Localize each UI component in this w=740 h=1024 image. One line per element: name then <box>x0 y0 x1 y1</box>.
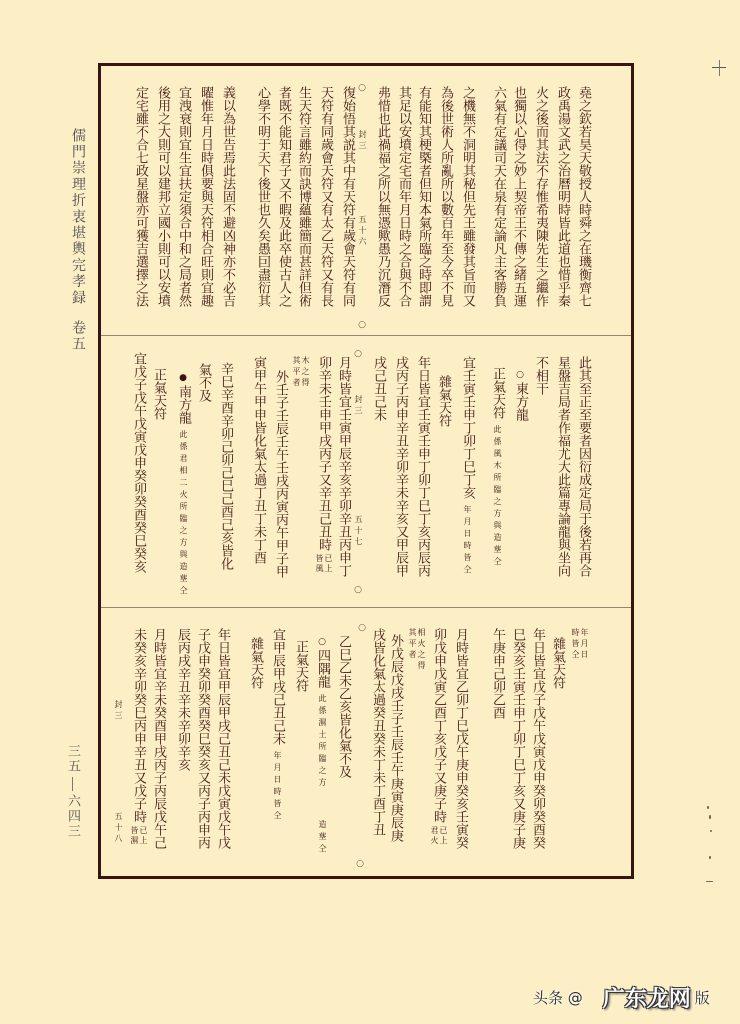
section-heading-corner-dragon <box>312 637 332 856</box>
subheading-text: 正氣天符 <box>490 367 505 419</box>
fold-circle-mark: ○ <box>355 859 365 869</box>
folio-number: 五十六 <box>358 215 367 248</box>
column-text: 宜甲辰甲戌己丑己未 <box>270 628 285 745</box>
annotation-note: 此係風木所臨之方與造塟仝 <box>493 425 502 569</box>
text-column: 外戊辰戊戌壬子壬辰壬午庚寅庚辰庚 <box>388 634 403 842</box>
heading-text: 東方龍 <box>513 382 528 421</box>
text-column: 之機無不洞明其秘但先王雖發其旨而又 <box>460 86 475 307</box>
text-band-middle <box>0 335 740 607</box>
text-column <box>487 367 507 569</box>
text-column: 為後世術人所亂所以數百年至今卒不見 <box>438 86 453 307</box>
text-column: 政禹湯文武之治曆明時皆此道也惜乎秦 <box>555 86 570 307</box>
column-text: 未癸亥辛卯癸巳丙申辛丑又戊子時 <box>131 628 146 823</box>
fold-circle-mark: ○ <box>357 623 367 633</box>
page-series: 三五 <box>65 744 80 774</box>
subheading-text: 正氣天符 <box>293 640 308 692</box>
text-column: 氣不及 <box>196 363 211 402</box>
text-column <box>267 628 287 823</box>
column-text: 宜壬寅壬申丁卯丁巳丁亥 <box>460 356 475 499</box>
text-column: 心學不明于天下後世也久矣愚囙盡衍其 <box>255 86 270 307</box>
text-column: 宜洩衰則宜生宜扶定須合中和之局者然 <box>176 86 191 307</box>
double-line-note: 木之得其平者 <box>292 356 310 389</box>
text-column: 年日皆宜甲辰甲戌己丑己未戊寅戊午戊 <box>215 628 230 849</box>
text-column: 也獨以心得之妙上契帝王不傳之緒五運 <box>511 86 526 307</box>
subheading-text: 雜氣天符 <box>550 637 565 689</box>
watermark-source: 头条 @ <box>533 989 583 1007</box>
text-column: 寅甲午甲申皆化氣太過丁丑丁未丁酉 <box>251 356 266 564</box>
text-column: 戌皆化氣太過癸丑癸未丁未丁酉丁丑 <box>370 628 385 836</box>
fold-circle-mark: ○ <box>353 349 363 359</box>
text-column: 辰丙戌辛丑辛未辛卯辛亥 <box>175 628 190 771</box>
double-line-note: 已上皆濕 <box>130 826 148 846</box>
annotation-note: 此係君相二火所臨之方與造塟仝 <box>179 430 188 598</box>
volume-label: 卷五 <box>70 320 86 353</box>
watermark-logo: 广东龙网 <box>602 987 691 1012</box>
section-heading-east-dragon <box>510 370 530 421</box>
text-column: 外壬子壬辰壬午壬戌丙寅丙午甲子甲 <box>273 370 288 578</box>
text-column: 戌己丑己未 <box>371 356 386 421</box>
filled-circle-icon: ● <box>178 373 188 383</box>
text-column <box>313 356 333 575</box>
text-band-upper <box>0 65 740 335</box>
column-text: 卯辛未壬申甲戌丙子又辛丑己丑時 <box>316 356 331 551</box>
text-column: 有能知其梗槩者但知本氣所臨之時即謂 <box>416 86 431 307</box>
text-column: 義以為世告焉此法固不避凶神亦不必吉 <box>220 86 235 307</box>
fold-circle-mark: ○ <box>357 83 367 93</box>
annotation-note: 年月日時皆仝 <box>273 751 282 823</box>
heading-text: 南方龍 <box>176 385 191 424</box>
text-column: 月時皆宜辛未癸酉甲戌丙子丙辰戊午己 <box>151 628 166 849</box>
text-column <box>457 356 477 577</box>
fold-label: 封三 <box>358 130 367 152</box>
text-column: 乙巳乙未乙亥皆化氣不及 <box>336 635 351 778</box>
folio-number: 五十八 <box>114 812 123 845</box>
column-text: 卯戊申戊寅乙酉丁亥戊子又庚子時 <box>431 628 446 823</box>
hollow-circle-icon: ○ <box>515 370 525 380</box>
text-column <box>128 628 148 847</box>
annotation-note: 此係濕土所臨之方 <box>318 694 327 790</box>
text-column: 後用之大則可以建邦立國小則可以安墳 <box>155 86 170 307</box>
heading-text: 四隅龍 <box>315 649 330 688</box>
double-line-note: 已上皆風 <box>315 554 333 574</box>
scan-speck <box>706 881 713 882</box>
text-column: 者既不能知君子又不暇及此卒使古人之 <box>276 86 291 307</box>
text-column: 年日皆宜戊子戊午戊寅戊申癸卯癸酉癸 <box>530 628 545 849</box>
annotation-note: 年月日時皆仝 <box>463 505 472 577</box>
text-column: 年日皆宜壬寅壬申丁卯丁巳丁亥丙辰丙 <box>415 356 430 577</box>
double-line-note: 已上君火 <box>430 826 448 846</box>
annotation-note: 造塟仝 <box>318 820 327 856</box>
text-column: 星盤吉局者作福尤大此篇專論龍與坐向 <box>555 356 570 577</box>
fold-label: 封三 <box>114 700 123 722</box>
text-column: 曜惟年月日時俱要與天符相合旺則宜趣 <box>198 86 213 307</box>
text-column: 天符有同歲會天符又有太乙天符又有長 <box>318 86 333 307</box>
text-column: 弗惜也此禍福之所以無憑歟愚乃沉潛反 <box>375 86 390 307</box>
folio-number: 五十七 <box>354 515 363 548</box>
subheading-text: 正氣天符 <box>151 368 166 420</box>
text-column: 火之後而其法不存惟希夷陳先生之繼作 <box>533 86 548 307</box>
fold-circle-mark: ○ <box>353 585 363 595</box>
fold-label: 封三 <box>354 395 363 417</box>
text-column: 戌丙子丙申辛丑辛卯辛未辛亥又甲辰甲 <box>393 356 408 577</box>
text-column: 子戊申癸卯癸酉癸巳癸亥又丙子丙申丙 <box>195 628 210 849</box>
text-column: 不相干 <box>533 356 548 395</box>
watermark-suffix: 版 <box>694 989 710 1007</box>
watermark <box>533 982 710 1010</box>
text-column: 定宅雖不合七政星盤亦可獲吉選擇之法 <box>133 86 148 307</box>
text-column: 午庚申己卯乙酉 <box>490 628 505 719</box>
page-number-value: 六四三 <box>65 794 80 839</box>
text-column: 生天符言雖約而訣博蘊雖簡而甚詳但術 <box>296 86 311 307</box>
text-column: 辛巳辛酉辛卯己卯己巳己酉己亥皆化 <box>218 362 233 570</box>
text-column: 宜戊子戊午戊寅戊申癸卯癸酉癸巳癸亥 <box>131 352 146 573</box>
text-column: 六氣有定議司天在泉有定論凡主客勝負 <box>491 86 506 307</box>
hollow-circle-icon: ○ <box>317 637 327 647</box>
text-column: 堯之欽若昊天敬授人時舜之在璣衡齊七 <box>576 86 591 307</box>
text-column: 其足以安墳定宅而年月日時之合與不合 <box>396 86 411 307</box>
text-column: 此其至正至要者因衍成定局于後若再合 <box>576 356 591 577</box>
text-column: 月時皆宜壬寅甲辰辛亥辛卯辛丑丙申丁 <box>336 356 351 577</box>
subheading-text: 雜氣天符 <box>436 375 451 427</box>
subheading-text: 雜氣天符 <box>248 637 263 689</box>
fold-circle-mark: ○ <box>357 320 367 330</box>
text-column <box>428 628 448 847</box>
section-heading-south-dragon <box>173 373 193 598</box>
text-band-lower <box>0 607 740 877</box>
double-line-note: 年月日時皆仝 <box>571 628 589 661</box>
text-column: 巳癸亥壬寅壬申丁卯丁巳丁亥又庚子庚 <box>510 628 525 849</box>
text-column: 復始悟其説其中有天符有歲會天符有同 <box>340 86 355 307</box>
double-line-note: 相火之得其平者 <box>408 628 426 672</box>
book-title-text: 儒門崇理折衷堪輿完孝録 <box>70 128 86 307</box>
text-column: 月時皆宜乙卯丁巳戊午庚申癸亥壬寅癸 <box>453 628 468 849</box>
